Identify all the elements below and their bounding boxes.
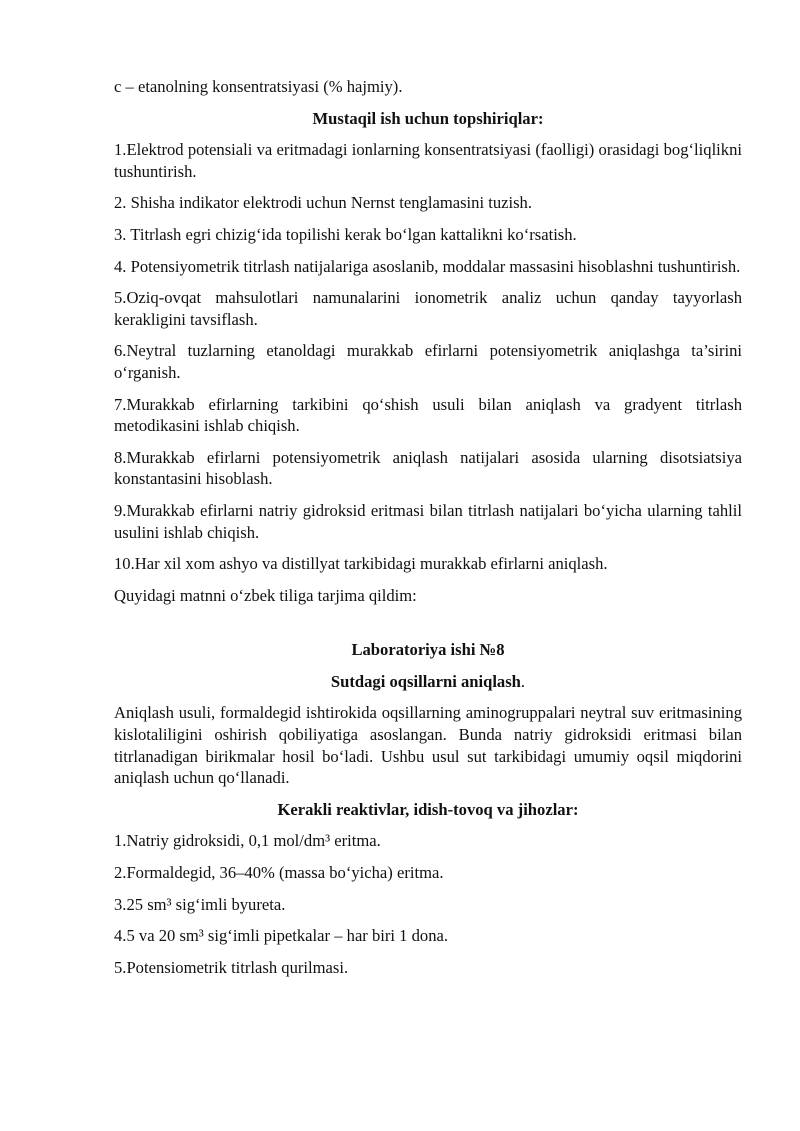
reagent-item-1: 1.Natriy gidroksidi, 0,1 mol/dm³ eritma. bbox=[114, 831, 381, 851]
task-item-9: 9.Murakkab efirlarni natriy gidroksid eritmasi bilan titrlash natijalari bo‘yicha ularning tahlil usulini ishlab chiqish. bbox=[114, 500, 742, 542]
reagents-heading: Kerakli reaktivlar, idish-tovoq va jihozlar: bbox=[277, 799, 579, 819]
task-item-10: 10.Har xil xom ashyo va distillyat tarkibidagi murakkab efirlarni aniqlash. bbox=[114, 554, 608, 574]
lab-title: Laboratoriya ishi №8 bbox=[351, 640, 505, 660]
lab-subtitle-line bbox=[114, 671, 742, 693]
task-item-1: 1.Elektrod potensiali va eritmadagi ionlarning konsentratsiyasi (faolligi) orasidagi bog‘liqlikni tushuntirish. bbox=[114, 140, 742, 181]
document-page bbox=[114, 76, 742, 978]
task-item-3: 3. Titrlash egri chizig‘ida topilishi kerak bo‘lgan kattalikni ko‘rsatish. bbox=[114, 224, 577, 244]
task-item-2: 2. Shisha indikator elektrodi uchun Nernst tenglamasini tuzish. bbox=[114, 193, 532, 213]
task-item-7: 7.Murakkab efirlarning tarkibini qo‘shish usuli bilan aniqlash va gradyent titrlash metodikasini ishlab chiqish. bbox=[114, 394, 742, 436]
task-item-4: 4. Potensiyometrik titrlash natijalariga asoslanib, moddalar massasini hisoblashni tushuntirish. bbox=[114, 256, 741, 276]
reagent-item-4: 4.5 va 20 sm³ sig‘imli pipetkalar – har biri 1 dona. bbox=[114, 926, 449, 946]
reagent-item-3: 3.25 sm³ sig‘imli byureta. bbox=[114, 894, 286, 914]
translation-note: Quyidagi matnni o‘zbek tiliga tarjima qildim: bbox=[114, 585, 417, 605]
task-item-6: 6.Neytral tuzlarning etanoldagi murakkab efirlarni potensiyometrik aniqlashga ta’sirini o‘rganish. bbox=[114, 341, 742, 382]
blank-line bbox=[114, 606, 742, 639]
lab-subtitle: Sutdagi oqsillarni aniqlash bbox=[330, 671, 521, 691]
intro-line: c – etanolning konsentratsiyasi (% hajmiy). bbox=[114, 77, 403, 96]
tasks-heading: Mustaqil ish uchun topshiriqlar: bbox=[312, 108, 544, 128]
reagent-item-5: 5.Potensiometrik titrlash qurilmasi. bbox=[114, 957, 349, 977]
task-item-5: 5.Oziq-ovqat mahsulotlari namunalarini ionometrik analiz uchun qanday tayyorlash kerakligini tavsiflash. bbox=[114, 288, 742, 329]
lab-subtitle-period: . bbox=[520, 671, 526, 691]
task-item-8: 8.Murakkab efirlarni potensiyometrik aniqlash natijalari asosida ularning disotsiatsiya konstantasini hisoblash. bbox=[114, 447, 742, 489]
method-paragraph: Aniqlash usuli, formaldegid ishtirokida oqsillarning aminogruppalari neytral suv eritmasining kislotaliligini oshirish qobiliyatiga asoslangan. Bunda natriy gidroksidi eritmasi bilan titrlanadigan birikmalar hosil bo‘ladi. Ushbu usul sut tarkibidagi umumiy oqsil miqdorini aniqlash uchun qo‘llanadi. bbox=[114, 703, 742, 788]
reagent-item-2: 2.Formaldegid, 36–40% (massa bo‘yicha) eritma. bbox=[114, 863, 444, 883]
